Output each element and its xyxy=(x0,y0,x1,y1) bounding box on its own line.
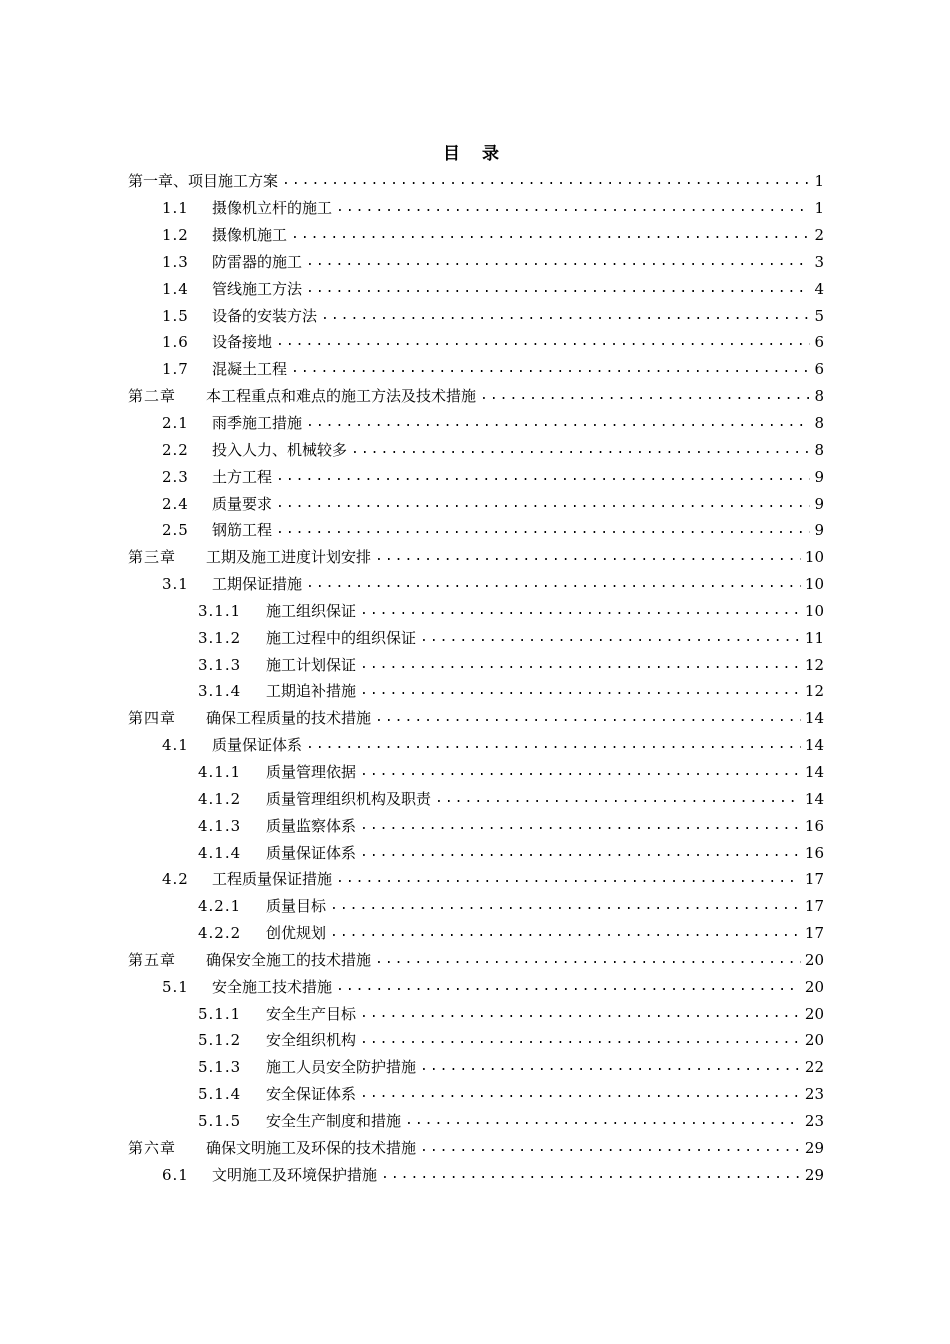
toc-entry-page-number: 23 xyxy=(804,1085,824,1104)
toc-entry-page-number: 1 xyxy=(814,172,824,191)
toc-entry-label: 摄像机立杆的施工 xyxy=(212,199,333,218)
toc-entry-number: 5.1.2 xyxy=(198,1031,242,1050)
toc-leader-dots xyxy=(330,923,801,943)
toc-leader-dots xyxy=(306,574,801,594)
toc-entry-page-number: 6 xyxy=(814,333,824,352)
toc-entry[interactable] xyxy=(128,544,824,571)
toc-entry[interactable] xyxy=(128,866,824,893)
toc-leader-dots xyxy=(360,1004,801,1024)
toc-entry-number: 2.4 xyxy=(162,494,189,513)
toc-entry-page-number: 5 xyxy=(814,306,824,325)
toc-entry-label: 质量目标 xyxy=(266,897,327,916)
toc-leader-dots xyxy=(420,1057,801,1077)
toc-entry-page-number: 29 xyxy=(804,1138,824,1157)
toc-leader-dots xyxy=(321,306,810,326)
toc-entry-page-number: 20 xyxy=(804,1031,824,1050)
toc-leader-dots xyxy=(360,655,801,675)
toc-entry[interactable] xyxy=(128,168,824,195)
toc-entry-label: 投入人力、机械较多 xyxy=(212,440,348,459)
toc-entry-page-number: 22 xyxy=(804,1058,824,1077)
toc-entry-number: 2.1 xyxy=(162,414,189,433)
toc-entry-number: 6.1 xyxy=(162,1165,189,1184)
toc-leader-dots xyxy=(360,1030,801,1050)
toc-entry-label: 创优规划 xyxy=(266,924,327,943)
toc-entry-label: 质量要求 xyxy=(212,494,273,513)
toc-entry-label: 设备接地 xyxy=(212,333,273,352)
toc-entry-label: 质量保证体系 xyxy=(212,736,303,755)
toc-entry-label: 工程质量保证措施 xyxy=(212,870,333,889)
toc-entry-number: 4.1.3 xyxy=(198,816,242,835)
toc-entry-number: 1.5 xyxy=(162,306,189,325)
toc-entry-label: 施工过程中的组织保证 xyxy=(266,628,417,647)
toc-leader-dots xyxy=(480,386,810,406)
toc-leader-dots xyxy=(291,225,810,245)
toc-entry-page-number: 16 xyxy=(804,843,824,862)
toc-entry-label: 质量管理组织机构及职责 xyxy=(266,789,432,808)
toc-entry-number: 第六章 xyxy=(128,1138,177,1157)
toc-entry-number: 1.1 xyxy=(162,199,189,218)
toc-entry-label: 安全施工技术措施 xyxy=(212,977,333,996)
toc-entry-number: 2.2 xyxy=(162,440,189,459)
toc-entry[interactable] xyxy=(128,1161,824,1188)
toc-entry-number: 4.2.2 xyxy=(198,924,242,943)
toc-leader-dots xyxy=(420,628,801,648)
toc-entry-page-number: 8 xyxy=(814,414,824,433)
toc-entry[interactable] xyxy=(128,195,824,222)
toc-entry[interactable] xyxy=(128,383,824,410)
toc-entry[interactable] xyxy=(128,410,824,437)
toc-entry[interactable] xyxy=(128,920,824,947)
toc-leader-dots xyxy=(336,198,810,218)
toc-entry-label: 确保安全施工的技术措施 xyxy=(206,950,372,969)
toc-entry[interactable] xyxy=(128,839,824,866)
toc-leader-dots xyxy=(375,950,801,970)
toc-leader-dots xyxy=(336,869,801,889)
toc-entry-label: 混凝土工程 xyxy=(212,360,288,379)
toc-entry-page-number: 10 xyxy=(804,575,824,594)
toc-entry-label: 工期及施工进度计划安排 xyxy=(206,548,372,567)
toc-entry-number: 2.5 xyxy=(162,521,189,540)
toc-entry[interactable] xyxy=(128,893,824,920)
toc-entry[interactable] xyxy=(128,249,824,276)
toc-entry-page-number: 23 xyxy=(804,1111,824,1130)
toc-leader-dots xyxy=(306,413,810,433)
toc-entry-label: 钢筋工程 xyxy=(212,521,273,540)
toc-entry-page-number: 10 xyxy=(804,601,824,620)
toc-entry-page-number: 9 xyxy=(814,494,824,513)
toc-entry[interactable] xyxy=(128,1054,824,1081)
toc-entry-label: 管线施工方法 xyxy=(212,279,303,298)
toc-entry-number: 第四章 xyxy=(128,709,177,728)
toc-leader-dots xyxy=(291,359,810,379)
toc-entry-label: 安全生产制度和措施 xyxy=(266,1111,402,1130)
table-of-contents xyxy=(128,168,824,1188)
toc-entry[interactable] xyxy=(128,759,824,786)
toc-entry-label: 防雷器的施工 xyxy=(212,252,303,271)
toc-entry-label: 安全生产目标 xyxy=(266,1004,357,1023)
toc-entry-number: 1.2 xyxy=(162,226,189,245)
toc-entry-label: 本工程重点和难点的施工方法及技术措施 xyxy=(206,387,477,406)
toc-leader-dots xyxy=(276,332,810,352)
toc-leader-dots xyxy=(330,896,801,916)
toc-leader-dots xyxy=(276,520,810,540)
toc-leader-dots xyxy=(336,977,801,997)
toc-entry-number: 3.1.4 xyxy=(198,682,242,701)
toc-entry[interactable] xyxy=(128,1081,824,1108)
toc-entry-label: 安全组织机构 xyxy=(266,1031,357,1050)
toc-entry-number: 1.4 xyxy=(162,279,189,298)
toc-entry[interactable] xyxy=(128,1000,824,1027)
toc-entry[interactable] xyxy=(128,356,824,383)
toc-entry-number: 5.1.3 xyxy=(198,1058,242,1077)
toc-leader-dots xyxy=(381,1165,801,1185)
toc-entry[interactable] xyxy=(128,598,824,625)
toc-entry-page-number: 12 xyxy=(804,655,824,674)
toc-leader-dots xyxy=(282,171,810,191)
toc-entry-page-number: 6 xyxy=(814,360,824,379)
toc-entry[interactable] xyxy=(128,436,824,463)
toc-entry-page-number: 29 xyxy=(804,1165,824,1184)
toc-entry-page-number: 20 xyxy=(804,950,824,969)
toc-leader-dots xyxy=(276,494,810,514)
toc-entry-label: 工期保证措施 xyxy=(212,575,303,594)
toc-entry[interactable] xyxy=(128,651,824,678)
toc-entry-label: 确保工程质量的技术措施 xyxy=(206,709,372,728)
toc-entry-label: 施工计划保证 xyxy=(266,655,357,674)
toc-leader-dots xyxy=(435,789,801,809)
toc-entry-number: 3.1.1 xyxy=(198,601,242,620)
toc-entry-label: 土方工程 xyxy=(212,467,273,486)
toc-entry[interactable] xyxy=(128,1134,824,1161)
toc-entry-page-number: 9 xyxy=(814,521,824,540)
toc-entry-page-number: 14 xyxy=(804,709,824,728)
toc-entry-number: 4.2.1 xyxy=(198,897,242,916)
toc-entry-page-number: 17 xyxy=(804,897,824,916)
toc-entry-page-number: 17 xyxy=(804,870,824,889)
toc-entry-label: 确保文明施工及环保的技术措施 xyxy=(206,1138,417,1157)
toc-entry[interactable] xyxy=(128,329,824,356)
toc-entry-number: 5.1.4 xyxy=(198,1085,242,1104)
toc-leader-dots xyxy=(360,1084,801,1104)
toc-entry-page-number: 8 xyxy=(814,440,824,459)
toc-entry-page-number: 14 xyxy=(804,736,824,755)
toc-entry-number: 5.1.5 xyxy=(198,1111,242,1130)
toc-leader-dots xyxy=(360,601,801,621)
toc-leader-dots xyxy=(420,1138,801,1158)
toc-entry-page-number: 8 xyxy=(814,387,824,406)
toc-entry-page-number: 11 xyxy=(804,628,824,647)
toc-entry-number: 1.6 xyxy=(162,333,189,352)
toc-entry-number: 5.1 xyxy=(162,977,189,996)
toc-entry[interactable] xyxy=(128,517,824,544)
toc-entry-label: 质量管理依据 xyxy=(266,762,357,781)
toc-entry-label: 施工人员安全防护措施 xyxy=(266,1058,417,1077)
toc-entry[interactable] xyxy=(128,302,824,329)
toc-entry-label: 安全保证体系 xyxy=(266,1085,357,1104)
toc-leader-dots xyxy=(360,681,801,701)
toc-entry-page-number: 3 xyxy=(814,252,824,271)
toc-entry[interactable] xyxy=(128,222,824,249)
toc-leader-dots xyxy=(375,708,801,728)
toc-entry[interactable] xyxy=(128,571,824,598)
toc-leader-dots xyxy=(276,467,810,487)
toc-entry-page-number: 16 xyxy=(804,816,824,835)
toc-entry-page-number: 1 xyxy=(814,199,824,218)
toc-entry-number: 第三章 xyxy=(128,548,177,567)
toc-entry-number: 4.2 xyxy=(162,870,189,889)
toc-entry-number: 4.1 xyxy=(162,736,189,755)
toc-leader-dots xyxy=(306,279,810,299)
toc-entry[interactable] xyxy=(128,490,824,517)
toc-entry[interactable] xyxy=(128,1027,824,1054)
toc-entry-page-number: 17 xyxy=(804,924,824,943)
toc-entry-number: 3.1 xyxy=(162,575,189,594)
toc-entry-number: 5.1.1 xyxy=(198,1004,242,1023)
toc-entry-page-number: 20 xyxy=(804,1004,824,1023)
toc-entry-label: 雨季施工措施 xyxy=(212,414,303,433)
toc-leader-dots xyxy=(405,1111,801,1131)
toc-leader-dots xyxy=(360,843,801,863)
toc-entry-number: 第五章 xyxy=(128,950,177,969)
toc-entry[interactable] xyxy=(128,463,824,490)
toc-entry-number: 4.1.4 xyxy=(198,843,242,862)
toc-entry[interactable] xyxy=(128,812,824,839)
toc-entry-page-number: 10 xyxy=(804,548,824,567)
toc-entry[interactable] xyxy=(128,1108,824,1135)
toc-entry-number: 4.1.1 xyxy=(198,762,242,781)
toc-entry[interactable] xyxy=(128,678,824,705)
toc-entry-label: 质量监察体系 xyxy=(266,816,357,835)
toc-entry[interactable] xyxy=(128,624,824,651)
toc-entry-label: 工期追补措施 xyxy=(266,682,357,701)
toc-title: 目 录 xyxy=(443,144,507,164)
toc-leader-dots xyxy=(375,547,801,567)
toc-entry-number: 3.1.3 xyxy=(198,655,242,674)
toc-entry-page-number: 12 xyxy=(804,682,824,701)
toc-entry[interactable] xyxy=(128,946,824,973)
toc-entry-page-number: 20 xyxy=(804,977,824,996)
toc-entry-page-number: 9 xyxy=(814,467,824,486)
toc-entry-label: 设备的安装方法 xyxy=(212,306,318,325)
toc-entry-label: 摄像机施工 xyxy=(212,226,288,245)
toc-entry-page-number: 14 xyxy=(804,789,824,808)
toc-entry-number: 2.3 xyxy=(162,467,189,486)
toc-entry-number: 第二章 xyxy=(128,387,177,406)
toc-leader-dots xyxy=(360,762,801,782)
toc-entry[interactable] xyxy=(128,785,824,812)
toc-leader-dots xyxy=(351,440,810,460)
toc-entry-page-number: 4 xyxy=(814,279,824,298)
toc-entry-page-number: 2 xyxy=(814,226,824,245)
toc-entry-number: 4.1.2 xyxy=(198,789,242,808)
toc-entry[interactable] xyxy=(128,973,824,1000)
toc-entry[interactable] xyxy=(128,705,824,732)
toc-entry-number: 1.7 xyxy=(162,360,189,379)
toc-leader-dots xyxy=(306,735,801,755)
toc-entry-number: 3.1.2 xyxy=(198,628,242,647)
toc-entry[interactable] xyxy=(128,732,824,759)
toc-entry-number: 1.3 xyxy=(162,252,189,271)
toc-entry-page-number: 14 xyxy=(804,762,824,781)
toc-entry-label: 第一章、项目施工方案 xyxy=(128,172,279,191)
toc-entry-label: 施工组织保证 xyxy=(266,601,357,620)
toc-entry-label: 文明施工及环境保护措施 xyxy=(212,1165,378,1184)
toc-leader-dots xyxy=(306,252,810,272)
toc-entry-label: 质量保证体系 xyxy=(266,843,357,862)
toc-leader-dots xyxy=(360,816,801,836)
toc-entry[interactable] xyxy=(128,275,824,302)
